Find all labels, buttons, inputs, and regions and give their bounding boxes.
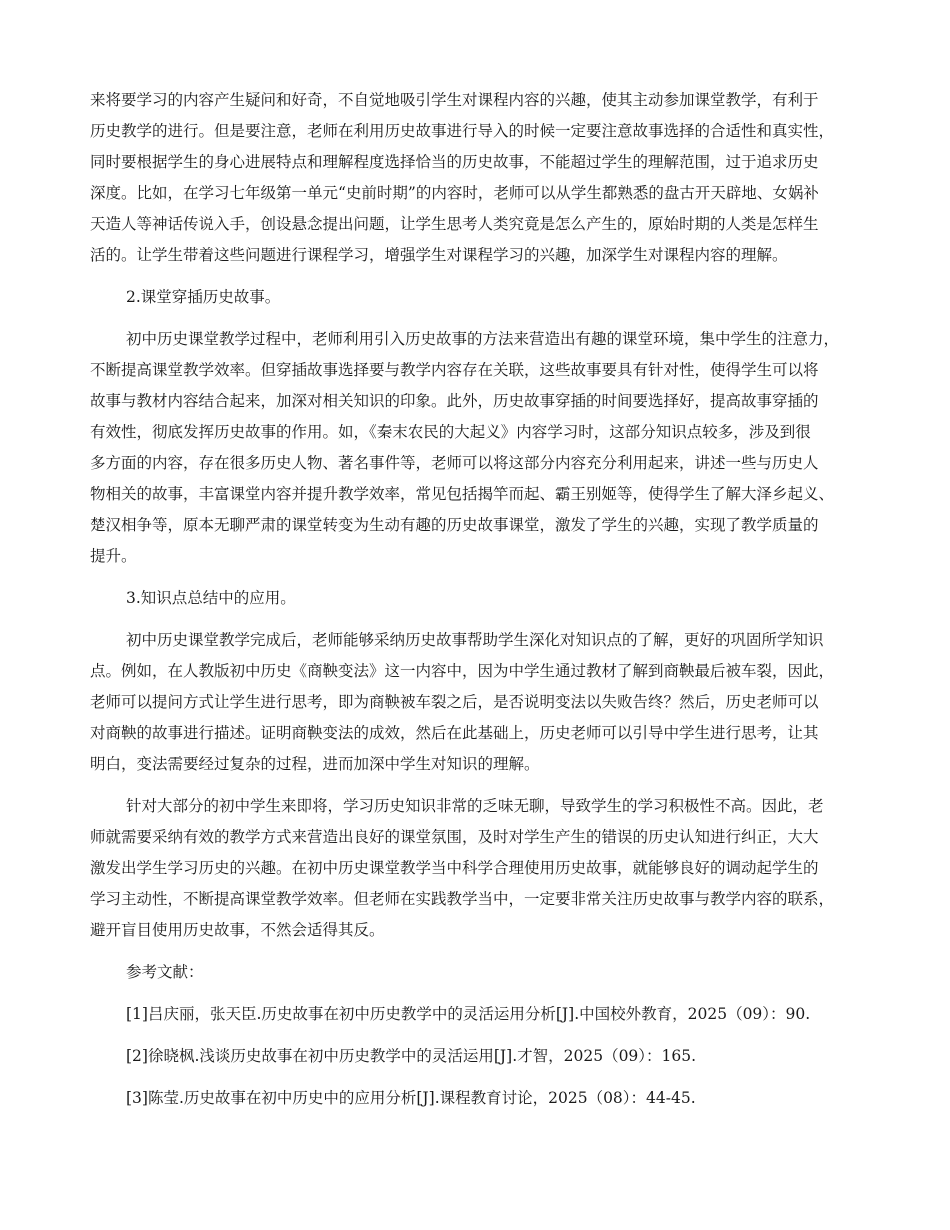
body-text-line: 初中历史课堂教学完成后，老师能够采纳历史故事帮助学生深化对知识点的了解，更好的巩固所学知识 (126, 631, 824, 649)
body-text-line: 针对大部分的初中学生来即将，学习历史知识非常的乏味无聊，导致学生的学习积极性不高。因此，老 (126, 797, 824, 815)
body-text-line: 初中历史课堂教学过程中，老师利用引入历史故事的方法来营造出有趣的课堂环境，集中学生的注意力， (126, 330, 840, 348)
body-text-line: 楚汉相争等，原本无聊严肃的课堂转变为生动有趣的历史故事课堂，激发了学生的兴趣，实现了教学质量的 (90, 516, 819, 534)
references-heading: 参考文献： (126, 963, 204, 981)
body-text-line: 有效性，彻底发挥历史故事的作用。如，《秦末农民的大起义》内容学习时，这部分知识点较多，涉及到很 (90, 423, 811, 441)
body-text-line: 物相关的故事，丰富课堂内容并提升教学效率，常见包括揭竿而起、霸王别姬等，使得学生了解大泽乡起义、 (90, 485, 835, 503)
body-text-line: 明白，变法需要经过复杂的过程，进而加深中学生对知识的理解。 (90, 755, 540, 773)
reference-item: [2]徐晓枫.浅谈历史故事在初中历史教学中的灵活运用[J].才智，2025（09）：165. (126, 1047, 697, 1065)
body-text-line: 深度。比如，在学习七年级第一单元“史前时期”的内容时，老师可以从学生都熟悉的盘古开天辟地、女娲补 (90, 184, 819, 202)
body-text-line: 故事与教材内容结合起来，加深对相关知识的印象。此外，历史故事穿插的时间要选择好，提高故事穿插的 (90, 392, 819, 410)
body-text-line: 师就需要采纳有效的教学方式来营造出良好的课堂氛围，及时对学生产生的错误的历史认知进行纠正，大大 (90, 828, 819, 846)
body-text-line: 多方面的内容，存在很多历史人物、著名事件等，老师可以将这部分内容充分利用起来，讲述一些与历史人 (90, 454, 819, 472)
body-text-line: 天造人等神话传说入手，创设悬念提出问题，让学生思考人类究竟是怎么产生的，原始时期的人类是怎样生 (90, 215, 819, 233)
body-text-line: 不断提高课堂教学效率。但穿插故事选择要与教学内容存在关联，这些故事要具有针对性，使得学生可以将 (90, 361, 819, 379)
body-text-line: 对商鞅的故事进行描述。证明商鞅变法的成效，然后在此基础上，历史老师可以引导中学生进行思考，让其 (90, 724, 819, 742)
body-text-line: 活的。让学生带着这些问题进行课程学习，增强学生对课程学习的兴趣，加深学生对课程内容的理解。 (90, 246, 788, 264)
section-heading: 3.知识点总结中的应用。 (126, 589, 296, 607)
body-text-line: 学习主动性，不断提高课堂教学效率。但老师在实践教学当中，一定要非常关注历史故事与教学内容的联系， (90, 890, 835, 908)
body-text-line: 避开盲目使用历史故事，不然会适得其反。 (90, 921, 385, 939)
section-heading: 2.课堂穿插历史故事。 (126, 288, 281, 306)
body-text-line: 提升。 (90, 547, 137, 565)
body-text-line: 激发出学生学习历史的兴趣。在初中历史课堂教学当中科学合理使用历史故事，就能够良好的调动起学生的 (90, 859, 819, 877)
body-text-line: 同时要根据学生的身心进展特点和理解程度选择恰当的历史故事，不能超过学生的理解范围，过于追求历史 (90, 153, 819, 171)
reference-item: [3]陈莹.历史故事在初中历史中的应用分析[J].课程教育讨论，2025（08）：44-45. (126, 1089, 696, 1107)
body-text-line: 老师可以提问方式让学生进行思考，即为商鞅被车裂之后，是否说明变法以失败告终？然后，历史老师可以 (90, 693, 819, 711)
body-text-line: 历史教学的进行。但是要注意，老师在利用历史故事进行导入的时候一定要注意故事选择的合适性和真实性， (90, 122, 835, 140)
body-text-line: 点。例如，在人教版初中历史《商鞅变法》这一内容中，因为中学生通过教材了解到商鞅最后被车裂，因此， (90, 662, 835, 680)
body-text-line: 来将要学习的内容产生疑问和好奇，不自觉地吸引学生对课程内容的兴趣，使其主动参加课堂教学，有利于 (90, 91, 819, 109)
reference-item: [1]吕庆丽，张天臣.历史故事在初中历史教学中的灵活运用分析[J].中国校外教育，2025（09）：90. (126, 1005, 811, 1023)
